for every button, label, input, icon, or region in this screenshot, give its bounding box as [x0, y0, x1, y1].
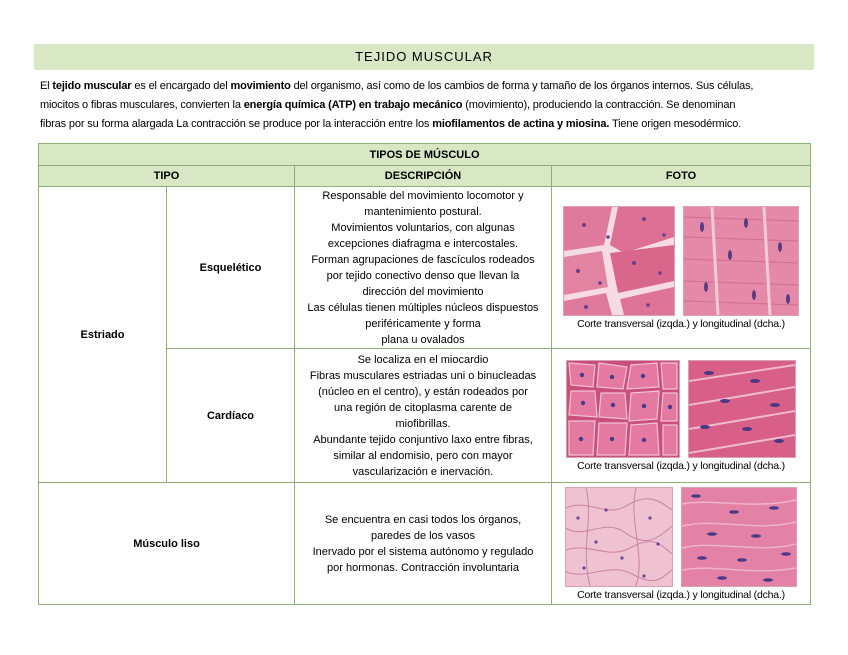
- group-label-estriado: [39, 187, 167, 483]
- photo-cell: [552, 349, 811, 483]
- intro-text-run: del organismo, así como de los cambios de forma y tamaño de los órganos internos. Sus células,: [290, 80, 754, 92]
- description-cell: [295, 349, 552, 483]
- photo-caption: Corte transversal (izqda.) y longitudinal (dcha.): [577, 317, 785, 330]
- description-line: vascularización e inervación.: [352, 465, 494, 478]
- description-line: excepciones diafragma e intercostales.: [327, 237, 519, 250]
- type-cell: Cardíaco: [167, 349, 295, 483]
- description-line: Forman agrupaciones de fascículos rodeados: [311, 253, 535, 266]
- description-line: mantenimiento postural.: [364, 205, 482, 218]
- intro-text-run: fibras por su forma alargada La contracción se produce por la interacción entre los: [40, 118, 433, 130]
- group-estriado-text: Estriado: [80, 328, 125, 341]
- skeletal-longitudinal-image: [683, 206, 799, 316]
- intro-text-run: movimiento: [230, 80, 291, 92]
- muscle-types-table: [38, 143, 811, 605]
- intro-line-3: [40, 115, 812, 134]
- description-line: Inervado por el sistema autónomo y regulado: [312, 545, 534, 558]
- description-line: por tejido conectivo denso que llevan la: [326, 269, 520, 282]
- photo-caption: Corte transversal (izqda.) y longitudinal (dcha.): [577, 588, 785, 601]
- cardiac-longitudinal-image: [688, 360, 796, 458]
- description-line: Se encuentra en casi todos los órganos,: [324, 513, 522, 526]
- smooth-transverse-image: [565, 487, 673, 587]
- intro-paragraph: [40, 77, 812, 134]
- photo-caption: Corte transversal (izqda.) y longitudinal (dcha.): [577, 459, 785, 472]
- description-line: dirección del movimiento: [362, 285, 484, 298]
- description-line: periféricamente y forma: [365, 317, 481, 330]
- description-line: una región de citoplasma carente de: [334, 401, 512, 414]
- table-heading: TIPOS DE MÚSCULO: [39, 144, 811, 166]
- description-line: Responsable del movimiento locomotor y: [322, 189, 524, 202]
- table-row: [39, 187, 811, 349]
- description-line: Abundante tejido conjuntivo laxo entre fibras,: [313, 433, 533, 446]
- page-title: TEJIDO MUSCULAR: [34, 44, 814, 70]
- table-row: [39, 483, 811, 605]
- type-cell: Esquelético: [167, 187, 295, 349]
- description-line: (núcleo en el centro), y están rodeados por: [318, 385, 528, 398]
- description-line: plana u ovalados: [381, 333, 465, 346]
- photo-cell: [552, 187, 811, 349]
- intro-line-2: [40, 96, 812, 115]
- intro-text-run: El: [40, 80, 53, 92]
- photo-cell: [552, 483, 811, 605]
- type-cell: Músculo liso: [39, 483, 295, 605]
- smooth-longitudinal-image: [681, 487, 797, 587]
- intro-text-run: miofilamentos de actina y miosina.: [432, 118, 610, 130]
- description-line: Se localiza en el miocardio: [357, 353, 489, 366]
- intro-text-run: (movimiento), produciendo la contracción. Se denominan: [462, 99, 736, 111]
- column-header-descripcion: DESCRIPCIÓN: [295, 166, 552, 187]
- description-line: por hormonas. Contracción involuntaria: [327, 561, 519, 574]
- cardiac-transverse-image: [566, 360, 680, 458]
- description-line: Las células tienen múltiples núcleos dispuestos: [307, 301, 539, 314]
- intro-text-run: energía química (ATP) en trabajo mecánico: [243, 99, 463, 111]
- intro-text-run: es el encargado del: [131, 80, 231, 92]
- description-line: similar al endomisio, pero con mayor: [333, 449, 513, 462]
- intro-line-1: [40, 77, 812, 96]
- description-line: miofibrillas.: [395, 417, 451, 430]
- description-cell: [295, 483, 552, 605]
- column-header-foto: FOTO: [552, 166, 811, 187]
- intro-text-run: tejido muscular: [52, 80, 132, 92]
- skeletal-transverse-image: [563, 206, 675, 316]
- description-line: Movimientos voluntarios, con algunas: [331, 221, 515, 234]
- intro-text-run: miocitos o fibras musculares, convierten la: [40, 99, 244, 111]
- description-line: paredes de los vasos: [371, 529, 475, 542]
- intro-text-run: Tiene origen mesodérmico.: [609, 118, 742, 130]
- column-header-tipo: TIPO: [39, 166, 295, 187]
- description-line: Fibras musculares estriadas uni o binucleadas: [309, 369, 537, 382]
- description-cell: [295, 187, 552, 349]
